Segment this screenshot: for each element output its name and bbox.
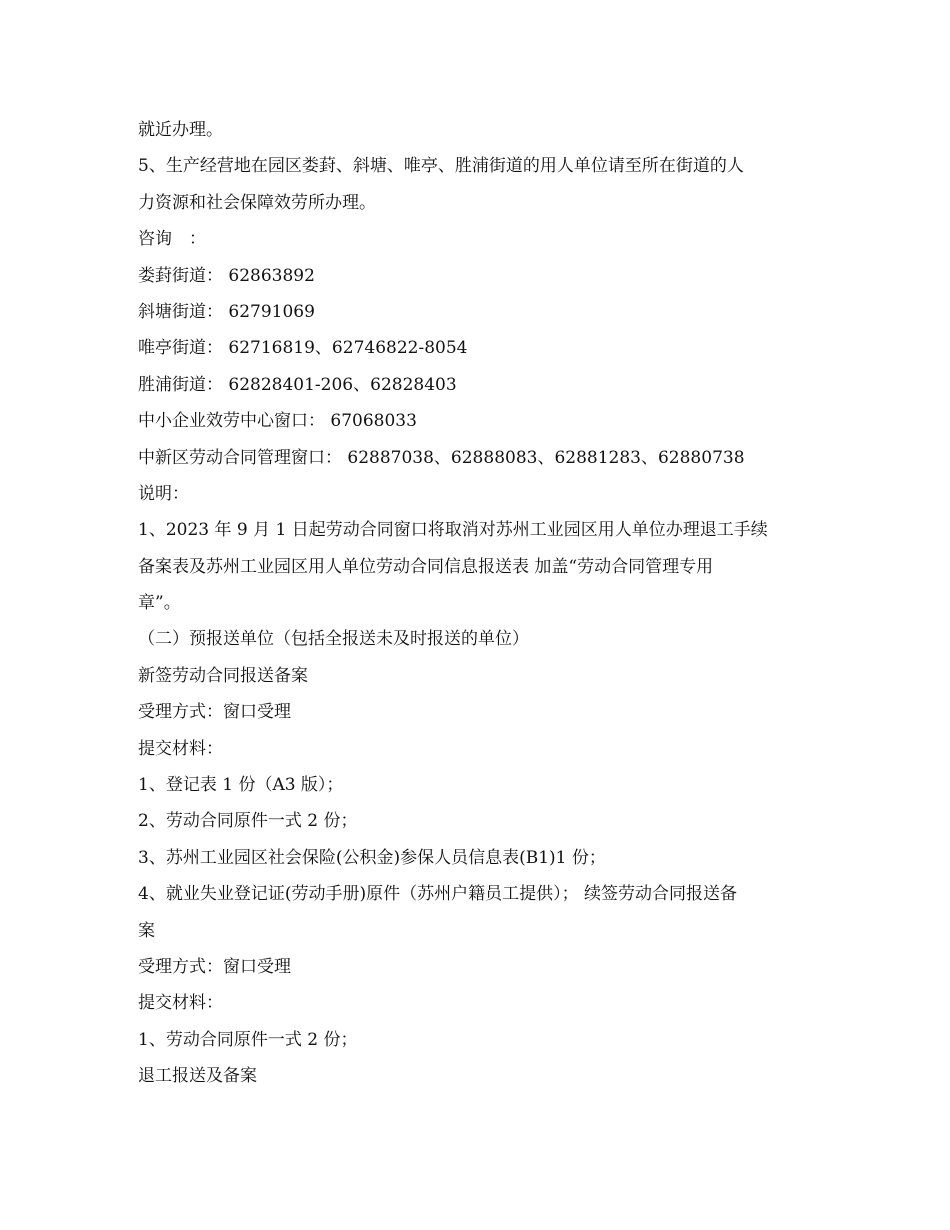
text-line: 咨询 ：	[138, 229, 206, 250]
text-line: 4、就业失业登记证(劳动手册)原件（苏州户籍员工提供）； 续签劳动合同报送备	[138, 884, 737, 905]
text-line: 3、苏州工业园区社会保险(公积金)参保人员信息表(B1)1 份；	[138, 847, 606, 868]
text-line: 1、登记表 1 份（A3 版）；	[138, 775, 344, 796]
text-line: 1、2023 年 9 月 1 日起劳动合同窗口将取消对苏州工业园区用人单位办理退工手续	[138, 520, 768, 541]
text-line: 胜浦街道： 62828401-206、62828403	[138, 374, 457, 395]
text-line: 中小企业效劳中心窗口： 67068033	[138, 411, 417, 432]
section-heading: （二）预报送单位（包括全报送未及时报送的单位）	[138, 629, 529, 650]
text-line: 备案表及苏州工业园区用人单位劳动合同信息报送表 加盖“劳动合同管理专用	[138, 556, 714, 577]
text-line: 新签劳动合同报送备案	[138, 665, 308, 686]
text-line: 唯亭街道： 62716819、62746822-8054	[138, 338, 468, 359]
text-line: 5、生产经营地在园区娄葑、斜塘、唯亭、胜浦街道的用人单位请至所在街道的人	[138, 156, 744, 177]
text-line: 退工报送及备案	[138, 1066, 257, 1087]
text-line: 案	[138, 920, 155, 941]
text-line: 1、劳动合同原件一式 2 份；	[138, 1029, 358, 1050]
text-line: 受理方式：窗口受理	[138, 702, 291, 723]
text-line: 提交材料：	[138, 738, 223, 759]
text-line: 力资源和社会保障效劳所办理。	[138, 192, 376, 213]
text-line: 中新区劳动合同管理窗口： 62887038、62888083、62881283、62880738	[138, 447, 745, 468]
text-line: 娄葑街道： 62863892	[138, 265, 315, 286]
text-line: 说明：	[138, 483, 189, 504]
text-line: 2、劳动合同原件一式 2 份；	[138, 811, 358, 832]
text-line: 就近办理。	[138, 120, 223, 140]
text-line: 斜塘街道： 62791069	[138, 301, 315, 322]
text-line: 受理方式：窗口受理	[138, 956, 291, 977]
text-line: 章”。	[138, 593, 181, 614]
text-line: 提交材料：	[138, 993, 223, 1014]
document-body	[138, 112, 818, 1095]
